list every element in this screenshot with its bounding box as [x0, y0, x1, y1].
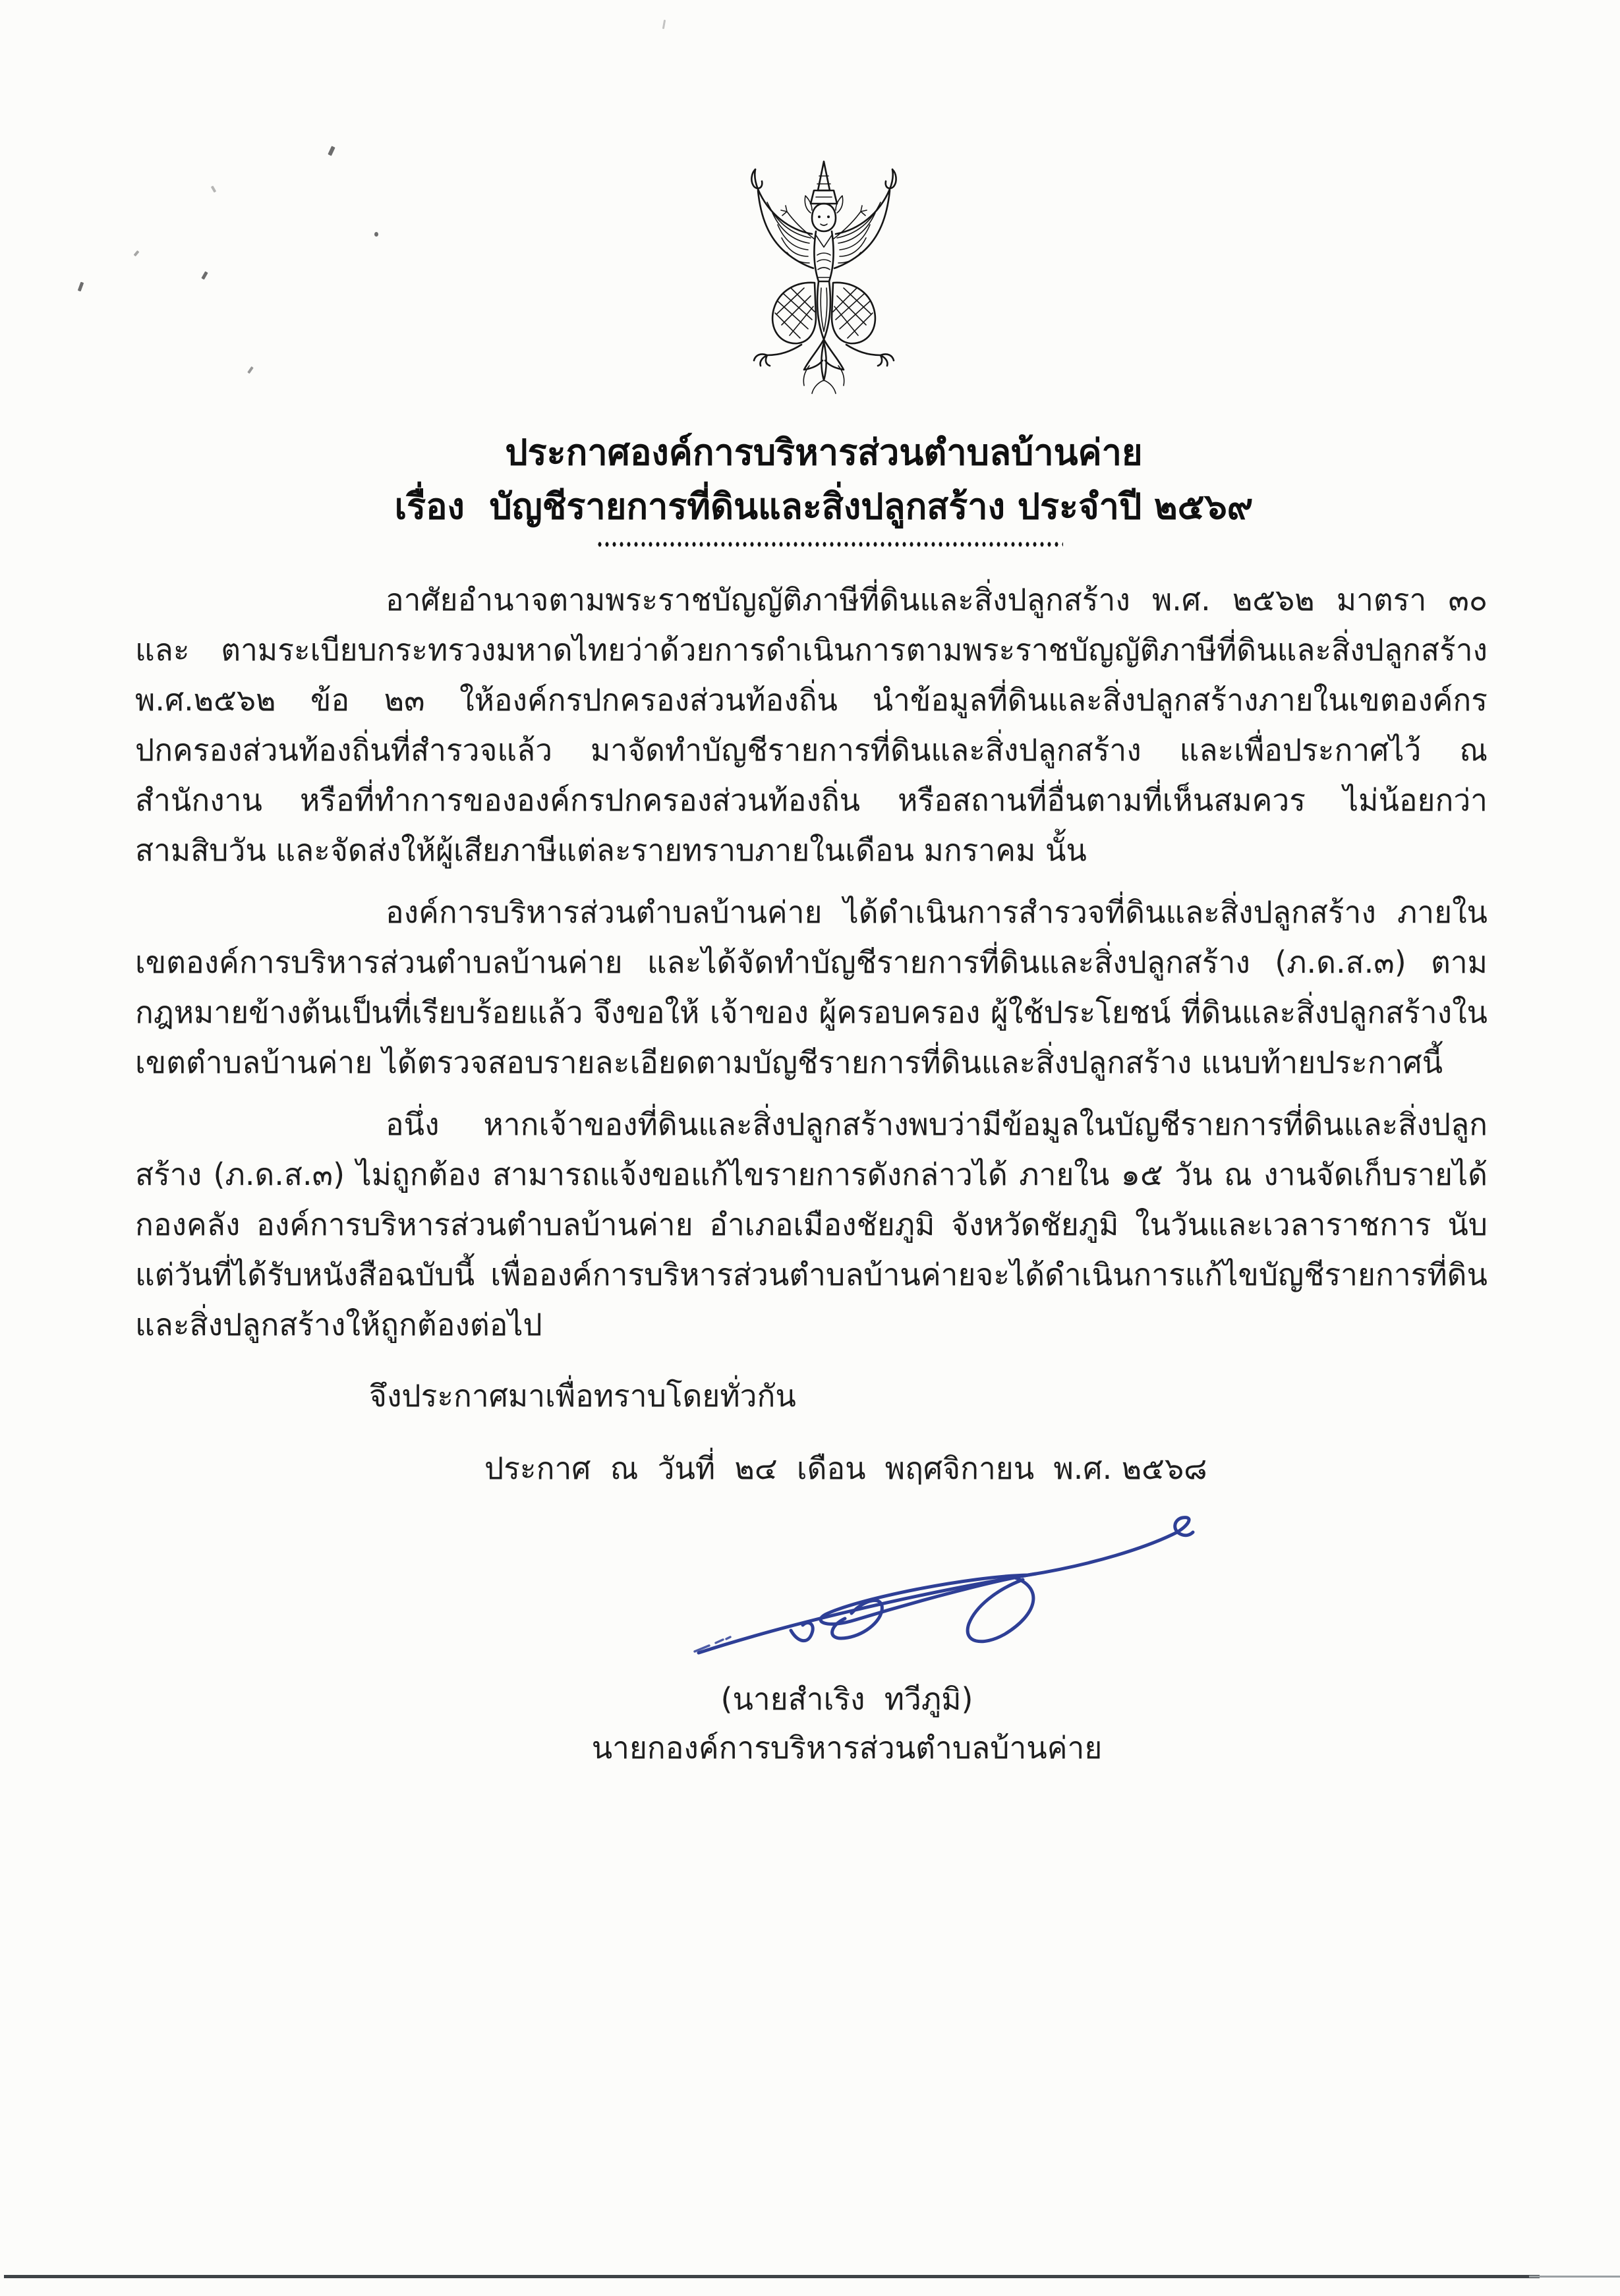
scan-speck — [247, 366, 254, 374]
body-paragraph-1: อาศัยอำนาจตามพระราชบัญญัติภาษีที่ดินและสิ่งปลูกสร้าง พ.ศ. ๒๕๖๒ มาตรา ๓๐ และ ตามระเบียบกระทรวงมหาดไทยว่าด้วยการดำเนินการตามพระราชบัญญัติภาษีที่ดินและสิ่งปลูกสร้าง พ.ศ.๒๕๖๒ ข้อ ๒๓ ให้องค์กรปกครองส่วนท้องถิ่น นำข้อมูลที่ดินและสิ่งปลูกสร้างภายในเขตองค์กรปกครองส่วนท้องถิ่นที่สำรวจแล้ว มาจัดทำบัญชีรายการที่ดินและสิ่งปลูกสร้าง และเพื่อประกาศไว้ ณ สำนักงาน หรือที่ทำการขององค์กรปกครองส่วนท้องถิ่น หรือสถานที่อื่นตามที่เห็นสมควร ไม่น้อยกว่าสามสิบวัน และจัดส่งให้ผู้เสียภาษีแต่ละรายทราบภายในเดือน มกราคม นั้น — [135, 582, 1488, 868]
thai-garuda-emblem — [712, 156, 936, 394]
scanner-edge-line-light — [1529, 2276, 1620, 2278]
scanner-edge-line — [4, 2275, 1540, 2278]
document-title: ประกาศองค์การบริหารส่วนตำบลบ้านค่าย — [505, 432, 1143, 473]
scan-speck — [211, 186, 216, 193]
signature-ink — [685, 1514, 1213, 1673]
scan-speck — [374, 232, 378, 237]
garuda-emblem-drawing — [712, 156, 936, 394]
document-subject: เรื่อง บัญชีรายการที่ดินและสิ่งปลูกสร้าง ประจำปี ๒๕๖๙ — [394, 486, 1254, 527]
document-body — [135, 575, 1488, 1362]
signatory-name: (นายสำเริง ทวีภูมิ) — [720, 1681, 973, 1717]
scan-speck — [662, 20, 666, 29]
dotted-divider — [596, 539, 1063, 550]
scan-speck — [78, 282, 84, 292]
body-paragraph-2: องค์การบริหารส่วนตำบลบ้านค่าย ได้ดำเนินการสำรวจที่ดินและสิ่งปลูกสร้าง ภายในเขตองค์การบริหารส่วนตำบลบ้านค่าย และได้จัดทำบัญชีรายการที่ดินและสิ่งปลูกสร้าง (ภ.ด.ส.๓) ตามกฎหมายข้างต้นเป็นที่เรียบร้อยแล้ว จึงขอให้ เจ้าของ ผู้ครอบครอง ผู้ใช้ประโยชน์ ที่ดินและสิ่งปลูกสร้างในเขตตำบลบ้านค่าย ได้ตรวจสอบรายละเอียดตามบัญชีรายการที่ดินและสิ่งปลูกสร้าง แนบท้ายประกาศนี้ — [135, 894, 1488, 1080]
scan-speck — [134, 250, 140, 256]
body-paragraph-3: อนึ่ง หากเจ้าของที่ดินและสิ่งปลูกสร้างพบว่ามีข้อมูลในบัญชีรายการที่ดินและสิ่งปลูกสร้าง (ภ.ด.ส.๓) ไม่ถูกต้อง สามารถแจ้งขอแก้ไขรายการดังกล่าวได้ ภายใน ๑๕ วัน ณ งานจัดเก็บรายได้ กองคลัง องค์การบริหารส่วนตำบลบ้านค่าย อำเภอเมืองชัยภูมิ จังหวัดชัยภูมิ ในวันและเวลาราชการ นับแต่วันที่ได้รับหนังสือฉบับนี้ เพื่อองค์การบริหารส่วนตำบลบ้านค่ายจะได้ดำเนินการแก้ไขบัญชีรายการที่ดินและสิ่งปลูกสร้างให้ถูกต้องต่อไป — [135, 1106, 1488, 1342]
signatory-position: นายกองค์การบริหารส่วนตำบลบ้านค่าย — [591, 1730, 1103, 1765]
scan-speck — [201, 272, 208, 280]
scan-speck — [328, 146, 335, 156]
announcement-date-line: ประกาศ ณ วันที่ ๒๔ เดือน พฤศจิกายน พ.ศ. ๒๕๖๘ — [484, 1450, 1207, 1486]
closing-statement: จึงประกาศมาเพื่อทราบโดยทั่วกัน — [369, 1378, 796, 1414]
